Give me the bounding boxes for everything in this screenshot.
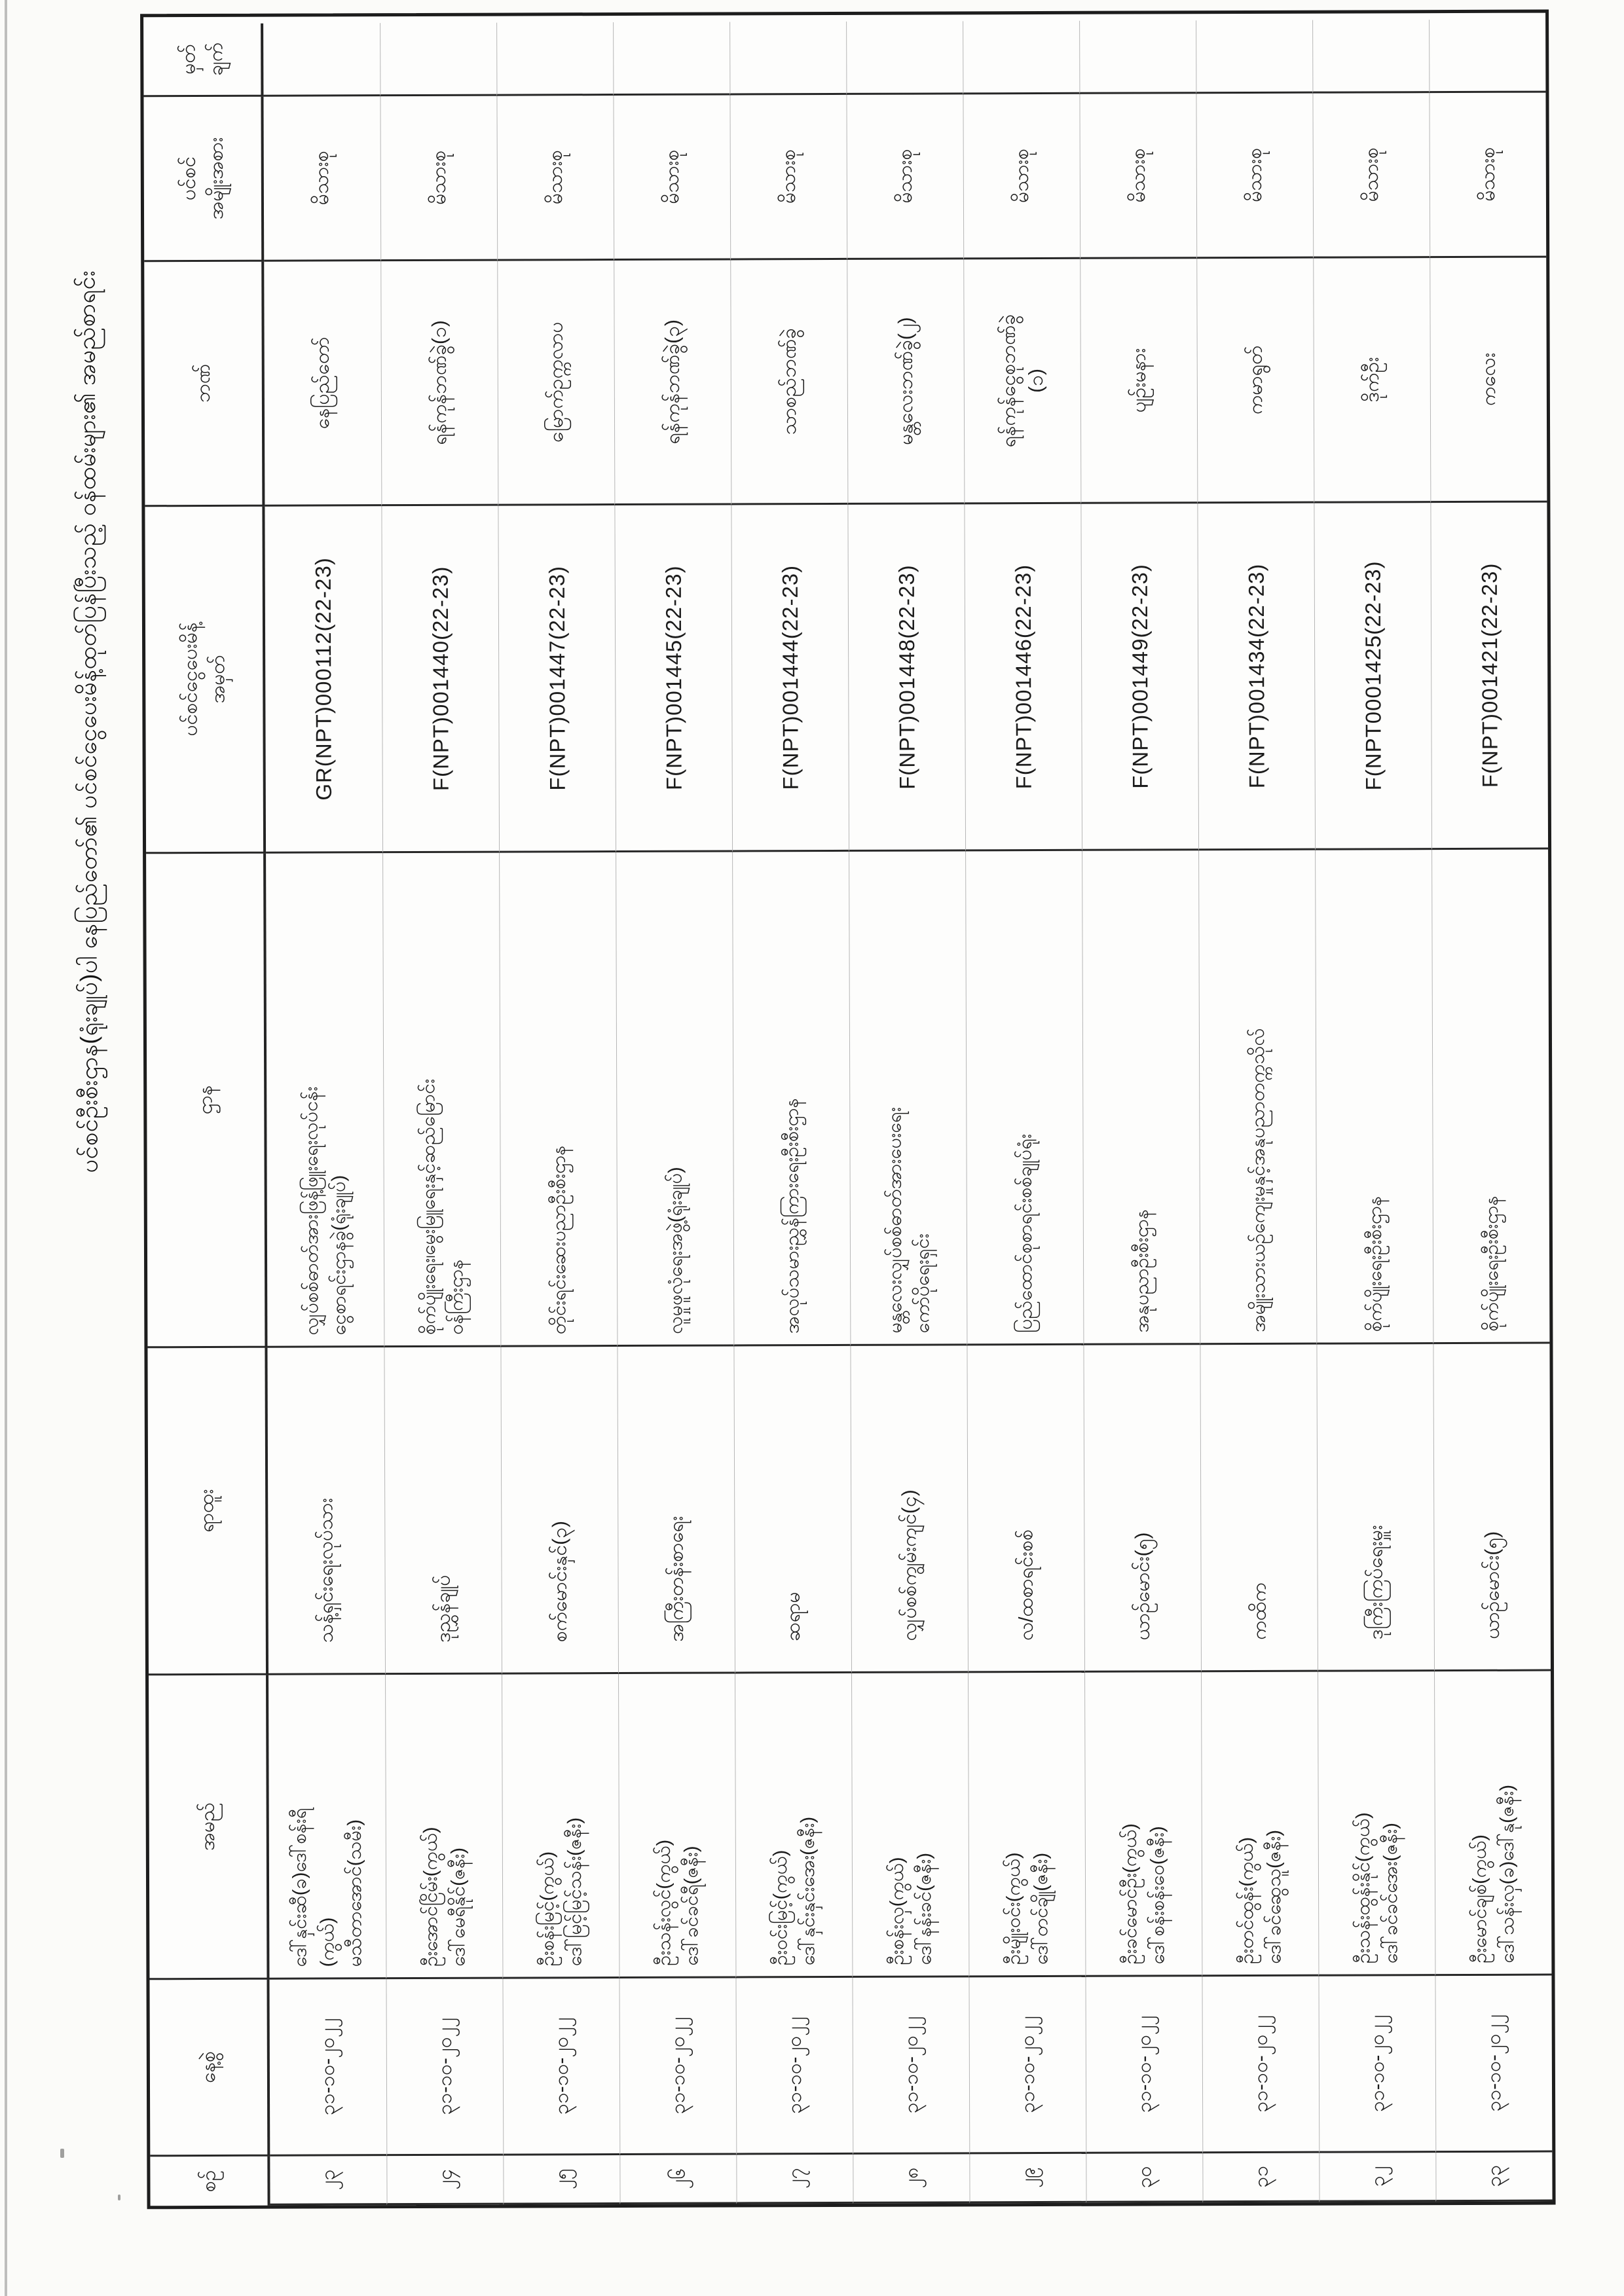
remark-cell: [496, 22, 613, 96]
department-cell: တိုင်းရင်းဆေးပညာဦးစီးဌာန: [499, 852, 617, 1347]
department-cell: ပြည်ထောင်စုစာရင်းစစ်ချုပ်ရုံး: [965, 851, 1083, 1346]
bank-cell: ရန်ကုန်ဘဏ်ခွဲ(၁): [380, 261, 498, 507]
order-number-cell: F(NPT)001421(22-23): [1430, 503, 1548, 850]
name-cell: ဒေါ်နှင်းဆီ(ခ)ဒေါ်စန်းရီ (ကွယ်) မသီတာအောင်(သမီး): [268, 1675, 386, 1980]
pension-type-cell: မိသားစု: [1429, 93, 1546, 259]
department-cell: လျှပ်စစ်ဓာတ်အားဖြန့်ဖြူးရေးလုပ်ငန်း ငွေစာရင်းဌာနခွဲ(ရုံးချုပ်): [266, 853, 384, 1348]
name-cell: ဦးအောင်ငြိမ်း(ကွယ်) ဒေါ်မေရီနိုင်(ဇနီး): [385, 1675, 502, 1980]
remark-cell: [729, 22, 846, 96]
position-cell: ဆရာမ: [733, 1346, 851, 1674]
pension-table: [140, 10, 1556, 2210]
header-position: ရာထူး: [147, 1348, 268, 1676]
department-cell: အနုပညာဦးစီးဌာန: [1082, 850, 1200, 1345]
bank-cell: ရန်ကုန်ငွေစုဘဏ်ခွဲ (၁): [963, 259, 1080, 505]
name-cell: ဦးစန်းလှ(ကွယ်) ဒေါ်နန်းခင်(ဇနီး): [851, 1673, 969, 1978]
header-bank: ဘဏ်: [144, 262, 265, 507]
order-number-cell: F(NPT)001444(22-23): [731, 505, 849, 852]
pension-type-cell: မိသားစု: [1312, 93, 1430, 259]
header-date: နေ့စွဲ: [149, 1980, 270, 2157]
serial-cell: ၂၄: [386, 2156, 503, 2206]
pension-type-cell: မိသားစု: [1079, 94, 1196, 259]
pension-type-cell: မိသားစု: [263, 96, 380, 262]
order-number-cell: F(NPT)001434(22-23): [1197, 503, 1315, 851]
serial-cell: ၂၃: [270, 2156, 386, 2206]
header-pension-type: ပင်စင် အမျိုးအစား: [143, 97, 264, 263]
name-cell: ဦးမျိုးဝင်း(ကွယ်) ဒေါ်တင်ချို(ဇနီး): [968, 1673, 1085, 1978]
remark-cell: [263, 23, 380, 97]
pension-type-cell: မိသားစု: [846, 94, 963, 260]
order-number-cell: F(NPT)001446(22-23): [964, 504, 1082, 852]
bank-cell: ရန်ကုန်ဘဏ်ခွဲ(၃): [614, 260, 731, 505]
position-cell: လ/ထစာရင်းစစ်: [967, 1345, 1084, 1673]
serial-cell: ၂၆: [619, 2155, 736, 2204]
remark-cell: [1429, 20, 1545, 94]
order-number-cell: F(NPT0001425(22-23): [1314, 503, 1431, 850]
order-number-cell: F(NPT)001440(22-23): [381, 506, 499, 854]
pension-type-cell: မိသားစု: [613, 95, 730, 261]
bank-cell: ကမာရွတ်: [1196, 259, 1314, 504]
pension-type-cell: မိသားစု: [729, 95, 847, 261]
date-cell: ၃၁-၁၀-၂၀၂၂: [852, 1977, 969, 2155]
serial-cell: ၃၃: [1435, 2153, 1552, 2202]
department-cell: စိုက်ပျိုးရေးဦးစီးဌာန: [1315, 850, 1433, 1345]
bank-cell: သာစည်ဘဏ်ခွဲ: [730, 260, 847, 505]
remark-cell: [963, 21, 1079, 95]
department-cell: စိုက်ပျိုးရေးဦးစီးဌာန: [1431, 850, 1549, 1345]
bank-cell: ပျဉ်းမနား: [1080, 259, 1197, 504]
department-cell: မန္တလေးလျှပ်စစ်ဓာတ်အားပေးရေး ကော်ပိုရေးရှင်း: [849, 851, 967, 1346]
serial-cell: ၂၉: [969, 2154, 1086, 2204]
pension-type-cell: မိသားစု: [1196, 94, 1313, 259]
bank-cell: မြောက်ဥက္ကလာပ: [497, 261, 614, 506]
name-cell: ဦးသန်းလွင်(ကွယ်) ဒေါ်ခင်ခင်ရီ(ဇနီး): [618, 1673, 735, 1978]
remark-cell: [1079, 20, 1196, 94]
date-cell: ၃၁-၁၀-၂၀၂၂: [386, 1979, 503, 2157]
position-cell: အကြီးတန်းစာရေး: [617, 1346, 735, 1674]
name-cell: ဦးသန်းထွန်းနိုင်(ကွယ်) ဒေါ်ခင်ခင်အေး(ဇနီး): [1318, 1671, 1435, 1977]
name-cell: ဦးစန်းမြင့်(ကွယ်) ဒေါ်မြင့်မြင့်သန်း(ဇနီး): [502, 1674, 619, 1979]
position-cell: ယာဉ်မောင်း(၅): [1083, 1345, 1201, 1673]
serial-cell: ၃၀: [1086, 2153, 1202, 2203]
header-name: အမည်: [149, 1675, 269, 1980]
bank-cell: မန္တလေးဘဏ်ခွဲ(၂): [847, 259, 964, 505]
date-cell: ၃၁-၁၀-၂၀၂၂: [1435, 1976, 1552, 2153]
position-cell: ယာဉ်မောင်း(၅): [1433, 1344, 1551, 1672]
department-cell: စိုက်ပျိုးရေး၊မွေးမြူရေးနှင့်ဆည်မြောင်း ဝန်ကြီးဌာန: [382, 853, 500, 1348]
serial-cell: ၃၁: [1202, 2153, 1319, 2203]
date-cell: ၃၁-၁၀-၂၀၂၂: [1085, 1977, 1202, 2154]
header-department: ဌာန: [146, 854, 267, 1349]
order-number-cell: GR(NPT)000112(22-23): [265, 506, 382, 854]
date-cell: ၃၁-၁၀-၂၀၂၂: [969, 1977, 1086, 2155]
pension-type-cell: မိသားစု: [496, 96, 614, 261]
order-number-cell: F(NPT)001449(22-23): [1080, 503, 1198, 851]
serial-cell: ၂၇: [736, 2155, 853, 2204]
remark-cell: [1196, 20, 1312, 94]
serial-cell: ၂၅: [503, 2155, 619, 2205]
page-title: ပင်စင်ဦးစီးဌာန(ရုံးချုပ်)ပါ နေပြည်တော်၏ ပင်စင်ငွေပေးမိန့်ထုတ်ပြန်ပြီးသည့် ဝန်ထမ်းများ၏ အမည်စာရင်း: [73, 270, 103, 1173]
header-order-number: ပင်စင်ငွေပေးမိန့် အမှတ်: [145, 507, 266, 854]
date-cell: ၃၁-၁၀-၂၀၂၂: [735, 1978, 853, 2155]
date-cell: ၃၁-၁၀-၂၀၂၂: [269, 1979, 386, 2157]
remark-cell: [613, 22, 729, 96]
serial-cell: ၃၂: [1319, 2153, 1435, 2202]
department-cell: လူမှုဖူလုံရေးအဖွဲ့(ရုံးချုပ်): [616, 852, 733, 1347]
position-cell: စက်မောင်းနှင်(၃): [500, 1347, 618, 1675]
pension-type-cell: မိသားစု: [380, 96, 497, 262]
position-cell: သန့်ရှင်းရေးလုပ်သား: [267, 1347, 385, 1675]
name-cell: ဦးခင်မောင်ဦး(ကွယ်) ဒေါ်စန်းစန်းဝေ(ဇနီး): [1084, 1672, 1202, 1977]
date-cell: ၃၁-၁၀-၂၀၂၂: [1202, 1977, 1319, 2154]
remark-cell: [1312, 20, 1429, 94]
serial-cell: ၂၈: [853, 2154, 969, 2204]
remark-cell: [846, 21, 963, 95]
order-number-cell: F(NPT)001445(22-23): [614, 505, 732, 852]
name-cell: ဦးမောင်ချစ်(ကွယ်) ဒေါ်သန်းလှ(ခ)ဒေါ်နု(ဇနီး): [1434, 1671, 1551, 1977]
position-cell: ကထိက: [1200, 1345, 1318, 1673]
date-cell: ၃၁-၁၀-၂၀၂၂: [1318, 1976, 1435, 2153]
pension-type-cell: မိသားစု: [963, 94, 1080, 260]
position-cell: ဒုကြီးကြပ်ရေးမှူး: [1316, 1344, 1434, 1672]
order-number-cell: F(NPT)001447(22-23): [498, 505, 616, 853]
department-cell: အလုပ်သမားညွှန်ကြားရေးဦးစီးဌာန: [732, 852, 850, 1347]
bank-cell: ကလေး: [1430, 258, 1547, 503]
header-remark: မှတ် ချက်: [143, 24, 263, 98]
position-cell: ဒုညွှန်ချုပ်: [384, 1347, 502, 1675]
date-cell: ၃၁-၁၀-၂၀၂၂: [502, 1978, 619, 2156]
order-number-cell: F(NPT)001448(22-23): [847, 504, 965, 852]
bank-cell: နေပြည်တော်: [264, 261, 381, 507]
remark-cell: [380, 23, 496, 97]
position-cell: လျှပ်စစ်ကျွမ်းကျင်(၄): [850, 1345, 968, 1673]
department-cell: အမျိုးသားယဉ်ကျေးမှုနှင့်အနုပညာတက္ကသိုလ်: [1198, 850, 1316, 1345]
name-cell: ဦးဝင်းမြင့်(ကွယ်) ဒေါ်နှင်းနှင်းအေး(ဇနီး): [735, 1673, 852, 1978]
date-cell: ၃၁-၁၀-၂၀၂၂: [619, 1978, 736, 2155]
bank-cell: ဒိုက်ဦး: [1313, 258, 1430, 503]
header-serial: စဉ်: [150, 2157, 270, 2206]
name-cell: ဦးတင်ထွန်း(ကွယ်) ဒေါ်ခင်ဆွေသူ(ဇနီး): [1201, 1672, 1318, 1977]
